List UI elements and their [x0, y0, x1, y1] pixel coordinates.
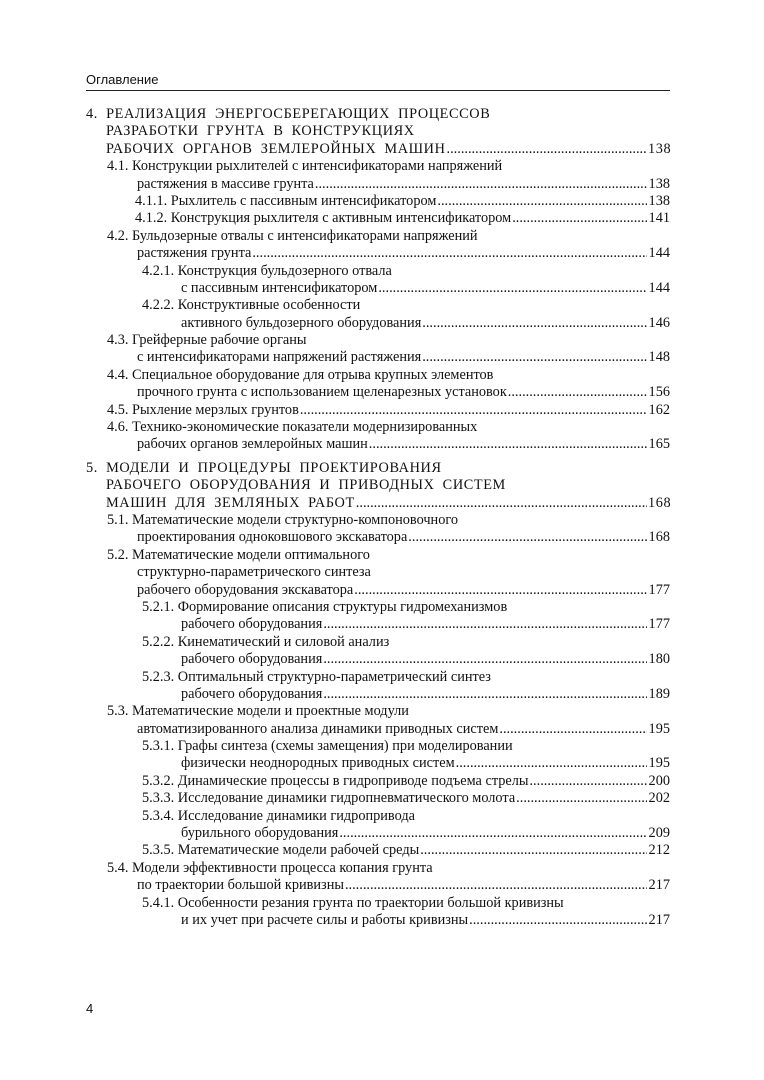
- page-number: 138: [648, 175, 670, 192]
- toc-entry[interactable]: 4.2.1. Конструкция бульдозерного отвала: [142, 262, 392, 279]
- page-number: 148: [648, 349, 670, 366]
- page-number: 195: [648, 755, 670, 772]
- toc-entry[interactable]: 5.2.1. Формирование описания структуры гидромеханизмов: [142, 598, 508, 615]
- toc-entry[interactable]: структурно-параметрического синтеза: [137, 564, 371, 581]
- toc-entry[interactable]: 5.2.2. Кинематический и силовой анализ: [142, 633, 390, 650]
- page-number: 189: [648, 685, 670, 702]
- page-number: 180: [648, 651, 670, 668]
- toc-entry[interactable]: 5.3.3. Исследование динамики гидропневматического молота ..... 202: [86, 790, 670, 807]
- toc-entry[interactable]: бурильного оборудования ..... 209: [86, 825, 670, 842]
- toc-entry[interactable]: рабочего оборудования ..... 177: [86, 616, 670, 633]
- page-number: 144: [648, 279, 670, 296]
- toc-entry[interactable]: по траектории большой кривизны ..... 217: [86, 877, 670, 894]
- page-number: 165: [648, 436, 670, 453]
- toc-entry[interactable]: рабочего оборудования ..... 180: [86, 651, 670, 668]
- toc-entry[interactable]: с пассивным интенсификатором ..... 144: [86, 280, 670, 297]
- toc-entry[interactable]: 4.2.2. Конструктивные особенности: [142, 297, 361, 314]
- page-number: 209: [648, 825, 670, 842]
- toc-entry[interactable]: 4.4. Специальное оборудование для отрыва крупных элементов: [107, 366, 494, 383]
- toc-entry[interactable]: 4.1.2. Конструкция рыхлителя с активным интенсификатором ..... 141: [86, 210, 670, 227]
- toc-entry[interactable]: 5.4. Модели эффективности процесса копания грунта: [107, 859, 433, 876]
- page-number: 146: [648, 314, 670, 331]
- toc-entry[interactable]: 5.2. Математические модели оптимального: [107, 546, 370, 563]
- toc-entry[interactable]: РАЗРАБОТКИ ГРУНТА В КОНСТРУКЦИЯХ: [106, 123, 415, 140]
- page-number: 138: [648, 192, 670, 209]
- page-number-footer: 4: [86, 1001, 94, 1016]
- toc-entry[interactable]: 5.2.3. Оптимальный структурно-параметрический синтез: [142, 668, 491, 685]
- page-number: 200: [648, 772, 670, 789]
- toc-entry[interactable]: активного бульдозерного оборудования ..... 146: [86, 315, 670, 332]
- page-number: 195: [648, 720, 670, 737]
- toc-entry[interactable]: 5.3.1. Графы синтеза (схемы замещения) при моделировании: [142, 738, 513, 755]
- page-number: 177: [648, 581, 670, 598]
- page-number: 217: [648, 877, 670, 894]
- page-number: 202: [648, 790, 670, 807]
- toc-entry[interactable]: РАБОЧЕГО ОБОРУДОВАНИЯ И ПРИВОДНЫХ СИСТЕМ: [106, 477, 506, 494]
- toc-entry[interactable]: рабочих органов землеройных машин ..... 165: [86, 436, 670, 453]
- toc-entry[interactable]: прочного грунта с использованием щеленарезных установок ..... 156: [86, 384, 670, 401]
- toc-entry[interactable]: рабочего оборудования экскаватора ..... 177: [86, 582, 670, 599]
- toc-entry[interactable]: с интенсификаторами напряжений растяжения ..... 148: [86, 349, 670, 366]
- toc-entry[interactable]: 4.6. Технико-экономические показатели модернизированных: [107, 419, 478, 436]
- page-number: 144: [648, 245, 670, 262]
- toc-entry[interactable]: 5.3.4. Исследование динамики гидропривода: [142, 807, 415, 824]
- page-number: 138: [648, 140, 672, 157]
- toc-entry[interactable]: проектирования одноковшового экскаватора ..... 168: [86, 529, 670, 546]
- toc-entry[interactable]: автоматизированного анализа динамики приводных систем ..... 195: [86, 721, 670, 738]
- page-number: 177: [648, 616, 670, 633]
- toc-entry[interactable]: 4.1.1. Рыхлитель с пассивным интенсификатором ..... 138: [86, 193, 670, 210]
- page-number: 168: [648, 494, 672, 511]
- page-number: 168: [648, 529, 670, 546]
- header-divider: [86, 90, 670, 91]
- toc-entry[interactable]: 5. МОДЕЛИ И ПРОЦЕДУРЫ ПРОЕКТИРОВАНИЯ: [86, 459, 442, 476]
- toc-entry[interactable]: МАШИН ДЛЯ ЗЕМЛЯНЫХ РАБОТ ..... 168: [86, 495, 670, 512]
- toc-entry[interactable]: РАБОЧИХ ОРГАНОВ ЗЕМЛЕРОЙНЫХ МАШИН ..... 138: [86, 141, 670, 158]
- page-number: 141: [648, 210, 670, 227]
- toc-entry[interactable]: 4.5. Рыхление мерзлых грунтов ..... 162: [86, 402, 670, 419]
- running-header: Оглавление: [86, 72, 159, 87]
- toc-entry[interactable]: 5.3. Математические модели и проектные модули: [107, 703, 409, 720]
- page-number: 217: [648, 911, 670, 928]
- toc-entry[interactable]: растяжения грунта ..... 144: [86, 245, 670, 262]
- toc-entry[interactable]: 4.2. Бульдозерные отвалы с интенсификаторами напряжений: [107, 227, 478, 244]
- toc-entry[interactable]: физически неоднородных приводных систем ..... 195: [86, 755, 670, 772]
- toc-entry[interactable]: и их учет при расчете силы и работы кривизны ..... 217: [86, 912, 670, 929]
- toc-entry[interactable]: 4.1. Конструкции рыхлителей с интенсификаторами напряжений: [107, 158, 503, 175]
- toc-entry[interactable]: 5.3.2. Динамические процессы в гидроприводе подъема стрелы ..... 200: [86, 773, 670, 790]
- page-number: 162: [648, 401, 670, 418]
- toc-entry[interactable]: 4.3. Грейферные рабочие органы: [107, 332, 307, 349]
- page-number: 212: [648, 842, 670, 859]
- toc-entry[interactable]: 5.4.1. Особенности резания грунта по траектории большой кривизны: [142, 894, 564, 911]
- page-number: 156: [648, 384, 670, 401]
- toc-entry[interactable]: растяжения в массиве грунта ..... 138: [86, 176, 670, 193]
- table-of-contents: [86, 106, 670, 929]
- toc-entry[interactable]: 5.3.5. Математические модели рабочей среды ..... 212: [86, 842, 670, 859]
- toc-entry[interactable]: рабочего оборудования ..... 189: [86, 686, 670, 703]
- toc-entry[interactable]: 5.1. Математические модели структурно-компоновочного: [107, 511, 459, 528]
- toc-entry[interactable]: 4. РЕАЛИЗАЦИЯ ЭНЕРГОСБЕРЕГАЮЩИХ ПРОЦЕССОВ: [86, 106, 491, 122]
